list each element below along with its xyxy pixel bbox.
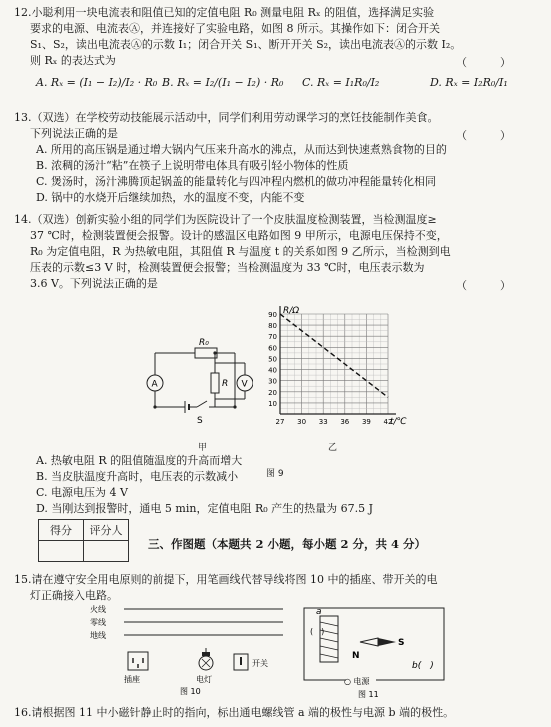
y-tick-label: 60 [268,344,277,353]
q14-line-3: R₀ 为定值电阻，R 为热敏电阻，其阻值 R 与温度 t 的关系如图 9 乙所示，当检测到电 [30,245,451,258]
q14-answer-paren: （ ） [456,279,511,292]
live-label: 火线 [90,605,106,614]
q14-line-2: 37 ℃时，检测装置便会报警。设计的感温区电路如图 9 甲所示，电源电压保持不变， [30,229,448,242]
terminal-b-label: b( ) [412,661,434,671]
fig11-diagram [300,604,450,700]
q13-line-1: 13.（双选）在学校劳动技能展示活动中，同学们利用劳动课学习的烹饪技能制作美食。 [14,111,439,124]
y-axis-label: R/Ω [283,306,300,316]
lamp-icon [199,648,213,670]
socket-icon [128,652,148,670]
q16-line: 16.请根据图 11 中小磁针静止时的指向，标出通电螺线管 a 端的极性与电源 b 端的极性。 [14,706,455,719]
ammeter-label: A [151,379,158,390]
y-tick-label: 20 [268,388,277,397]
q14-option-d: D. 当刚达到报警时，通电 5 min，定值电阻 R₀ 产生的热量为 67.5 J [36,502,374,515]
fig9-graph [258,302,408,434]
grader-header: 评分人 [84,520,129,541]
q13-option-d: D. 锅中的水烧开后继续加热，水的温度不变，内能不变 [36,191,305,204]
r0-label: R₀ [199,338,209,348]
needle-south-icon [378,638,396,646]
r-label: R [222,379,229,389]
y-tick-label: 80 [268,322,277,331]
q14-option-c: C. 电源电压为 4 V [36,486,128,499]
switch-label: 开关 [252,659,268,668]
x-tick-label: 30 [297,418,307,426]
q12-option-b: B. Rₓ = I₂/(I₁ − I₂) · R₀ [162,76,284,89]
fig9-jia-label: 甲 [198,443,208,453]
switch-s-label: S [197,416,203,426]
series-line [280,314,388,397]
x-tick-label: 42 [383,418,393,426]
q13-option-a: A. 所用的高压锅是通过增大锅内气压来升高水的沸点，从而达到快速煮熟食物的目的 [36,143,447,156]
needle-north-icon [360,638,378,646]
score-cell[interactable] [39,541,84,562]
q14-line-5: 3.6 V。下列说法正确的是 [30,277,158,290]
switch-icon [234,654,248,670]
q12-line-1: 12.小聪利用一块电流表和阻值已知的定值电阻 R₀ 测量电阻 Rₓ 的阻值，选择满足实验 [14,6,435,19]
fig10-caption: 图 10 [180,687,201,696]
y-tick-label: 70 [268,333,277,342]
voltmeter-label: V [241,379,248,390]
fig11-caption: 图 11 [358,690,379,699]
grader-cell[interactable] [84,541,129,562]
solenoid-coil [320,616,338,662]
x-tick-label: 39 [361,418,371,426]
lamp-label: 电灯 [196,675,212,684]
section-title: 三、作图题（本题共 2 小题，每小题 2 分，共 4 分） [148,537,427,551]
q13-option-c: C. 煲汤时，汤汁沸腾顶起锅盖的能量转化与四冲程内燃机的做功冲程能量转化相同 [36,175,437,188]
q15-line-2: 灯正确接入电路。 [30,589,118,602]
q12-line-4: 则 Rₓ 的表达式为 [30,54,116,67]
needle-n-label: N [352,651,360,661]
q14-line-4: 压表的示数≤3 V 时，检测装置便会报警；当检测温度为 33 ℃时，电压表示数为 [30,261,425,274]
q12-line-3: S₁、S₂，读出电流表Ⓐ的示数 I₁；闭合开关 S₁、断开开关 S₂，读出电流表Ⓐ的示数 I₂。 [30,38,462,51]
ground-label: 地线 [90,631,106,640]
fig9-circuit [135,335,253,431]
q12-option-d: D. Rₓ = I₂R₀/I₁ [430,76,508,89]
needle-s-label: S [398,638,405,648]
q13-option-b: B. 浓稠的汤汁“粘”在筷子上说明带电体具有吸引轻小物体的性质 [36,159,349,172]
neutral-label: 零线 [90,618,106,627]
score-table [38,519,129,562]
q12-option-c: C. Rₓ = I₁R₀/I₂ [302,76,380,89]
q13-line-2: 下列说法正确的是 [30,127,118,140]
terminal-a-label: a [316,607,322,617]
y-tick-label: 10 [268,399,277,408]
fig10-diagram [88,602,288,696]
q12-line-2: 要求的电源、电流表Ⓐ，并连接好了实验电路，如图 8 所示。其操作如下：闭合开关 [30,22,440,35]
q14-line-1: 14.（双选）创新实验小组的同学们为医院设计了一个皮肤温度检测装置，当检测温度≥ [14,213,437,226]
q12-answer-paren: （ ） [456,56,511,69]
q13-answer-paren: （ ） [456,129,511,142]
q12-option-a: A. Rₓ = (I₁ − I₂)/I₂ · R₀ [36,76,158,89]
y-tick-label: 30 [268,377,277,386]
fig9-yi-label: 乙 [328,443,338,453]
q14-option-b: B. 当皮肤温度升高时，电压表的示数减小 [36,470,239,483]
fig9-caption: 图 9 [266,469,284,479]
q14-option-a: A. 热敏电阻 R 的阻值随温度的升高而增大 [36,454,243,467]
x-tick-label: 27 [275,418,285,426]
score-header: 得分 [39,520,84,541]
y-tick-label: 40 [268,366,277,375]
y-tick-label: 90 [268,311,277,319]
x-tick-label: 33 [318,418,328,426]
power-source-label: ○ 电源 [344,677,370,686]
x-tick-label: 36 [340,418,350,426]
y-tick-label: 50 [268,355,277,364]
terminal-a-paren: ( ) [310,627,325,636]
socket-label: 插座 [124,675,140,684]
x-axis-label: t/℃ [390,417,407,427]
q15-line-1: 15.请在遵守安全用电原则的前提下，用笔画线代替导线将图 10 中的插座、带开关的电 [14,573,438,586]
